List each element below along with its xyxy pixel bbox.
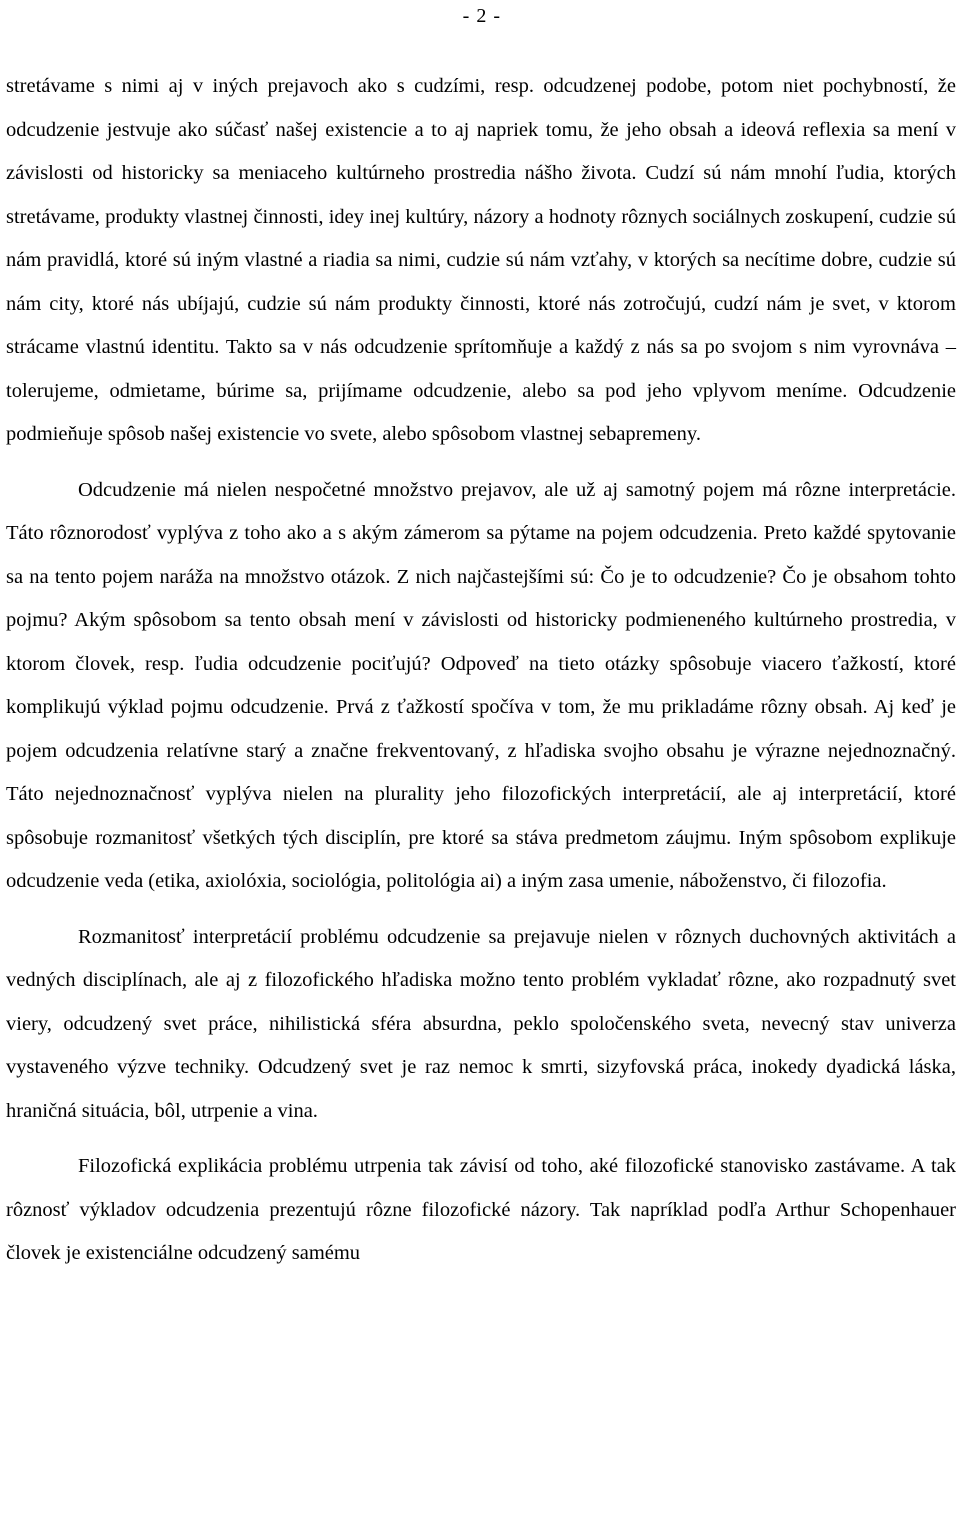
body-text: [6, 65, 956, 1276]
paragraph-1: stretávame s nimi aj v iných prejavoch ako s cudzími, resp. odcudzenej podobe, potom niet pochybností, že odcudzenie jestvuje ako súčasť našej existencie a to aj napriek tomu, že jeho obsah a ideová reflexia sa mení v závislosti od historicky sa meniaceho kultúrneho prostredia nášho života. Cudzí sú nám mnohí ľudia, ktorých stretávame, produkty vlastnej činnosti, idey inej kultúry, názory a hodnoty rôznych sociálnych zoskupení, cudzie sú nám pravidlá, ktoré sú iným vlastné a riadia sa nimi, cudzie sú nám vzťahy, v ktorých sa necítime dobre, cudzie sú nám city, ktoré nás ubíjajú, cudzie sú nám produkty činnosti, ktoré nás zotročujú, cudzí nám je svet, v ktorom strácame vlastnú identitu. Takto sa v nás odcudzenie sprítomňuje a každý z nás sa po svojom s nim vyrovnáva – tolerujeme, odmietame, búrime sa, prijímame odcudzenie, alebo sa pod jeho vplyvom meníme. Odcudzenie podmieňuje spôsob našej existencie vo svete, alebo spôsobom vlastnej sebapremeny.: [6, 75, 956, 445]
paragraph-2: Odcudzenie má nielen nespočetné množstvo prejavov, ale už aj samotný pojem má rôzne interpretácie. Táto rôznorodosť vyplýva z toho ako a s akým zámerom sa pýtame na pojem odcudzenia. Preto každé spytovanie sa na tento pojem naráža na množstvo otázok. Z nich najčastejšími sú: Čo je to odcudzenie? Čo je obsahom tohto pojmu? Akým spôsobom sa tento obsah mení v závislosti od historicky podmieneného kultúrneho prostredia, v ktorom človek, resp. ľudia odcudzenie pociťujú? Odpoveď na tieto otázky spôsobuje viacero ťažkostí, ktoré komplikujú výklad pojmu odcudzenie. Prvá z ťažkostí spočíva v tom, že mu prikladáme rôzny obsah. Aj keď je pojem odcudzenia relatívne starý a značne frekventovaný, z hľadiska svojho obsahu je výrazne nejednoznačný. Táto nejednoznačnosť vyplýva nielen na plurality jeho filozofických interpretácií, ale aj interpretácií, ktoré spôsobuje rozmanitosť všetkých tých disciplín, pre ktoré sa stáva predmetom záujmu. Iným spôsobom explikuje odcudzenie veda (etika, axiolóxia, sociológia, politológia ai) a iným zasa umenie, náboženstvo, či filozofia.: [6, 478, 956, 892]
paragraph-4: Filozofická explikácia problému utrpenia tak závisí od toho, aké filozofické stanovisko zastávame. A tak rôznosť výkladov odcudzenia prezentujú rôzne filozofické názory. Tak napríklad podľa Arthur Schopenhauer človek je existenciálne odcudzený samému: [6, 1155, 956, 1264]
paragraph-3: Rozmanitosť interpretácií problému odcudzenie sa prejavuje nielen v rôznych duchovných aktivitách a vedných disciplínach, ale aj z filozofického hľadiska možno tento problém vykladať rôzne, ako rozpadnutý svet viery, odcudzený svet práce, nihilistická sféra absurdna, peklo spoločenského sveta, nevecný stav univerza vystaveného výzve techniky. Odcudzený svet je raz nemoc k smrti, sizyfovská práca, inokedy dyadická láska, hraničná situácia, bôl, utrpenie a vina.: [6, 925, 956, 1122]
page-number: - 2 -: [462, 5, 501, 27]
